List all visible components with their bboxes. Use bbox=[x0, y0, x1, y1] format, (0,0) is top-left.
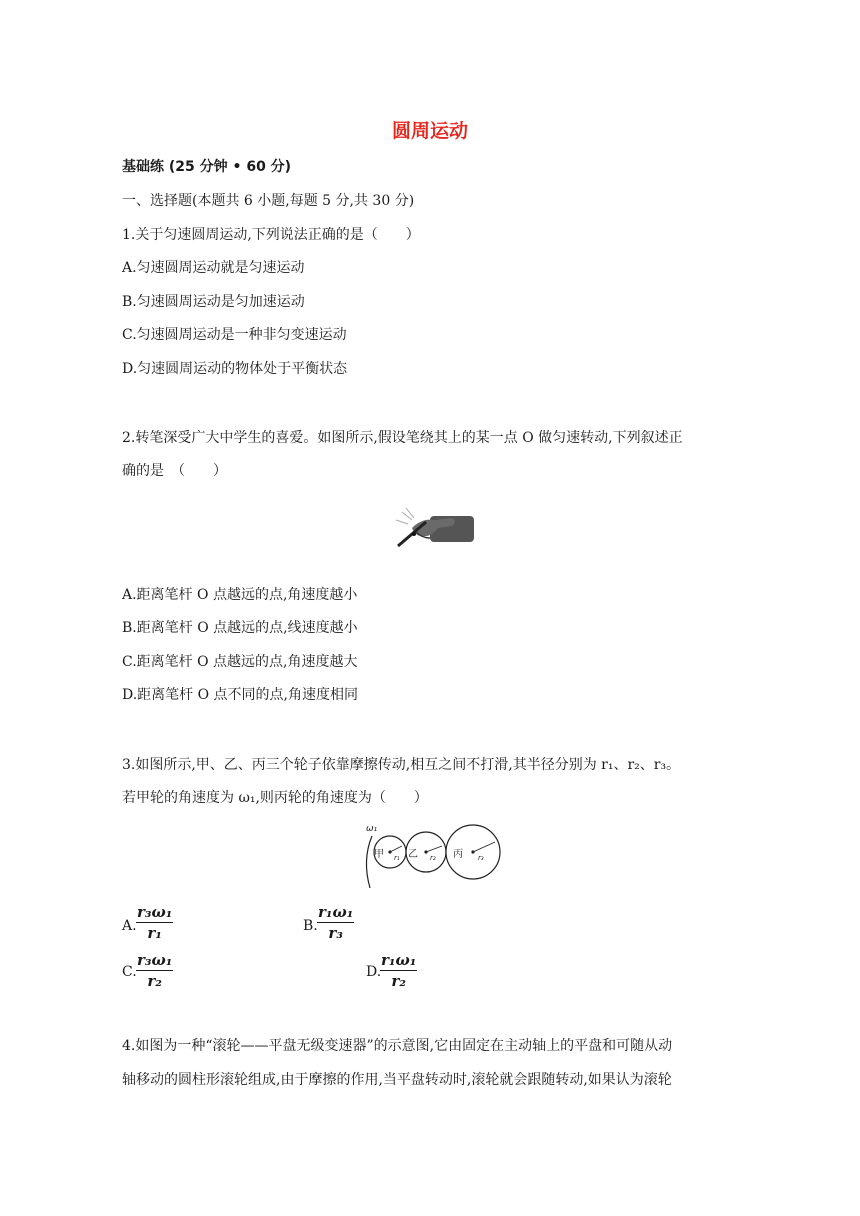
three-wheels-figure bbox=[358, 820, 503, 892]
q4-stem-line1: 4.如图为一种“滚轮——平盘无级变速器”的示意图,它由固定在主动轴上的平盘和可随从动 bbox=[122, 1038, 673, 1054]
pen-spinning-hand-figure bbox=[392, 506, 476, 552]
q3-option-d-fraction bbox=[380, 952, 417, 990]
q3-option-a-label: A. bbox=[122, 918, 137, 934]
q3-option-d-numerator: r₁ω₁ bbox=[381, 951, 417, 969]
q3-option-b-fraction bbox=[317, 904, 354, 942]
wheel-bing-name: 丙 bbox=[453, 849, 463, 860]
section-header: 基础练 (25 分钟 • 60 分) bbox=[122, 159, 292, 175]
q2-stem-line1: 2.转笔深受广大中学生的喜爱。如图所示,假设笔绕其上的某一点 O 做匀速转动,下列叙述正 bbox=[122, 430, 683, 446]
q4-stem-line2: 轴移动的圆柱形滚轮组成,由于摩擦的作用,当平盘转动时,滚轮就会跟随转动,如果认为滚轮 bbox=[122, 1072, 672, 1088]
q3-stem-line2: 若甲轮的角速度为 ω₁,则丙轮的角速度为（ ） bbox=[122, 790, 428, 806]
page-title: 圆周运动 bbox=[391, 120, 468, 142]
q3-option-c-label: C. bbox=[122, 964, 137, 980]
q2-option-b: B.距离笔杆 O 点越远的点,线速度越小 bbox=[122, 620, 358, 636]
radius-r3-label: r₃ bbox=[478, 854, 484, 862]
q1-option-c: C.匀速圆周运动是一种非匀变速运动 bbox=[122, 327, 347, 343]
q2-option-a: A.距离笔杆 O 点越远的点,角速度越小 bbox=[122, 587, 358, 603]
q3-option-c-numerator: r₃ω₁ bbox=[137, 951, 173, 969]
wheel-jia-name: 甲 bbox=[374, 849, 384, 860]
radius-r1-label: r₁ bbox=[394, 854, 400, 862]
part-heading: 一、选择题(本题共 6 小题,每题 5 分,共 30 分) bbox=[122, 193, 415, 209]
q1-stem: 1.关于匀速圆周运动,下列说法正确的是（ ） bbox=[122, 227, 420, 243]
omega-label: ω₁ bbox=[366, 824, 378, 834]
q3-stem-line1: 3.如图所示,甲、乙、丙三个轮子依靠摩擦传动,相互之间不打滑,其半径分别为 r₁、r₂、r₃。 bbox=[122, 757, 681, 773]
q2-option-d: D.距离笔杆 O 点不同的点,角速度相同 bbox=[122, 687, 359, 703]
q1-option-a: A.匀速圆周运动就是匀速运动 bbox=[122, 260, 305, 276]
radius-r2-label: r₂ bbox=[430, 854, 436, 862]
q3-option-b-numerator: r₁ω₁ bbox=[318, 903, 354, 921]
q3-option-a-fraction bbox=[136, 904, 173, 942]
q2-option-c: C.距离笔杆 O 点越远的点,角速度越大 bbox=[122, 654, 358, 670]
q1-option-b: B.匀速圆周运动是匀加速运动 bbox=[122, 294, 305, 310]
q3-option-d-label: D. bbox=[366, 964, 382, 980]
q3-option-b-denominator: r₃ bbox=[328, 924, 343, 942]
q3-option-a-denominator: r₁ bbox=[147, 924, 162, 942]
wheel-yi-name: 乙 bbox=[408, 849, 418, 860]
q3-option-b-label: B. bbox=[303, 918, 318, 934]
q3-option-c-fraction bbox=[136, 952, 173, 990]
q2-stem-line2: 确的是 （ ） bbox=[122, 463, 227, 479]
q3-option-a-numerator: r₃ω₁ bbox=[137, 903, 173, 921]
q3-option-c-denominator: r₂ bbox=[147, 972, 162, 990]
q3-option-d-denominator: r₂ bbox=[391, 972, 406, 990]
q1-option-d: D.匀速圆周运动的物体处于平衡状态 bbox=[122, 361, 348, 377]
